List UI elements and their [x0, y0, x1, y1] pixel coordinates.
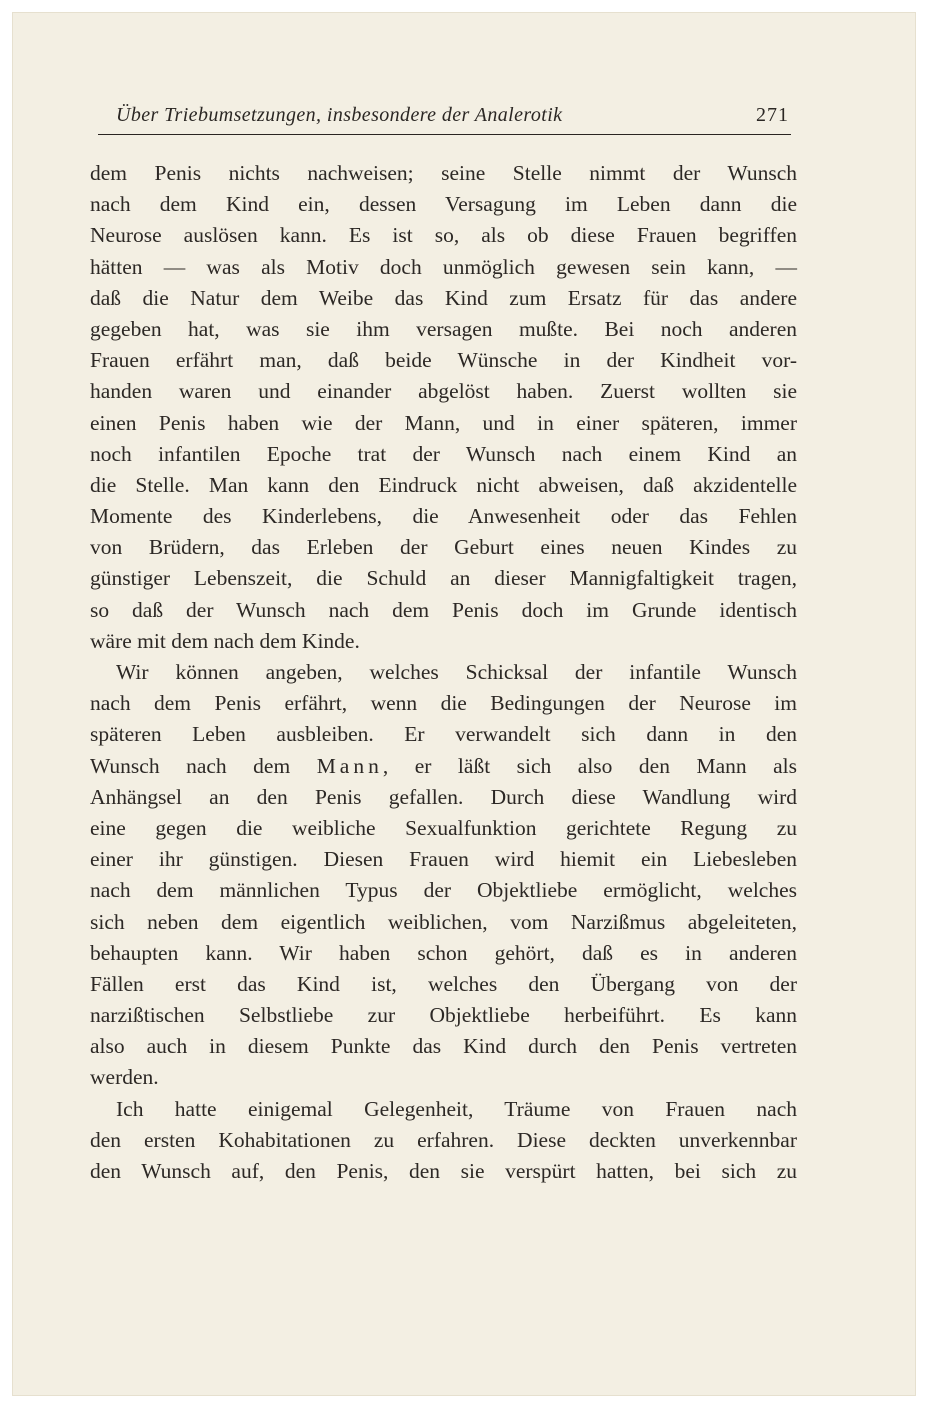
text-line: eine gegen die weibliche Sexualfunktion gerichtete Regung zu [90, 815, 797, 840]
emphasized-word: Mann [316, 753, 383, 778]
text-line: behaupten kann. Wir haben schon gehört, daß es in anderen [90, 940, 797, 965]
text-line: späteren Leben ausbleiben. Er verwandelt sich dann in den [90, 722, 797, 747]
running-head [98, 104, 791, 135]
text-line: Frauen erfährt man, daß beide Wünsche in der Kindheit vor- [90, 348, 797, 373]
text-line: narzißtischen Selbstliebe zur Objektliebe herbeiführt. Es kann [90, 1003, 797, 1028]
text-line: so daß der Wunsch nach dem Penis doch im Grunde identisch [90, 597, 797, 622]
text-line: daß die Natur dem Weibe das Kind zum Ersatz für das andere [90, 285, 797, 310]
text-line: dem Penis nichts nachweisen; seine Stelle nimmt der Wunsch [90, 161, 797, 185]
text-line: handen waren und einander abgelöst haben. Zuerst wollten sie [90, 379, 797, 404]
text-line: hätten — was als Motiv doch unmöglich gewesen sein kann, — [90, 254, 797, 279]
running-title: Über Triebumsetzungen, insbesondere der Analerotik [116, 104, 563, 126]
paragraph-end-line: werden. [90, 1065, 159, 1090]
book-page [12, 12, 916, 1396]
paragraph-start-line: Wir können angeben, welches Schicksal der infantile Wunsch [116, 660, 797, 684]
text-line: nach dem Penis erfährt, wenn die Bedingungen der Neurose im [90, 691, 797, 716]
page-number: 271 [756, 104, 789, 126]
text-line: nach dem Kind ein, dessen Versagung im Leben dann die [90, 192, 797, 217]
text-line: Momente des Kinderlebens, die Anwesenheit oder das Fehlen [90, 504, 797, 529]
text-line: sich neben dem eigentlich weiblichen, vom Narzißmus abgeleiteten, [90, 909, 797, 934]
text-line: einer ihr günstigen. Diesen Frauen wird hiemit ein Liebesleben [90, 847, 797, 872]
text-line: den Wunsch auf, den Penis, den sie verspürt hatten, bei sich zu [90, 1159, 797, 1183]
text-line: Neurose auslösen kann. Es ist so, als ob diese Frauen begriffen [90, 223, 797, 248]
text-line: nach dem männlichen Typus der Objektliebe ermöglicht, welches [90, 878, 797, 903]
text-segment: Wunsch nach dem [90, 753, 317, 778]
paragraph-end-line: wäre mit dem nach dem Kinde. [90, 628, 360, 653]
body-text [90, 158, 797, 1187]
text-line: den ersten Kohabitationen zu erfahren. Diese deckten unverkennbar [90, 1127, 797, 1152]
text-line: die Stelle. Man kann den Eindruck nicht abweisen, daß akzidentelle [90, 472, 797, 497]
text-line: günstiger Lebenszeit, die Schuld an dieser Mannigfaltigkeit tragen, [90, 566, 797, 591]
text-line: von Brüdern, das Erleben der Geburt eines neuen Kindes zu [90, 535, 797, 560]
text-line-with-emphasis [90, 751, 797, 782]
text-segment: , er läßt sich also den Mann als [382, 753, 797, 778]
text-line: also auch in diesem Punkte das Kind durch den Penis vertreten [90, 1034, 797, 1059]
text-line: gegeben hat, was sie ihm versagen mußte. Bei noch anderen [90, 316, 797, 341]
paragraph-start-line: Ich hatte einigemal Gelegenheit, Träume von Frauen nach [116, 1096, 797, 1121]
text-line: einen Penis haben wie der Mann, und in einer späteren, immer [90, 410, 797, 435]
text-line: Anhängsel an den Penis gefallen. Durch diese Wandlung wird [90, 784, 797, 809]
text-line: Fällen erst das Kind ist, welches den Übergang von der [90, 971, 797, 996]
text-line: noch infantilen Epoche trat der Wunsch nach einem Kind an [90, 441, 797, 466]
